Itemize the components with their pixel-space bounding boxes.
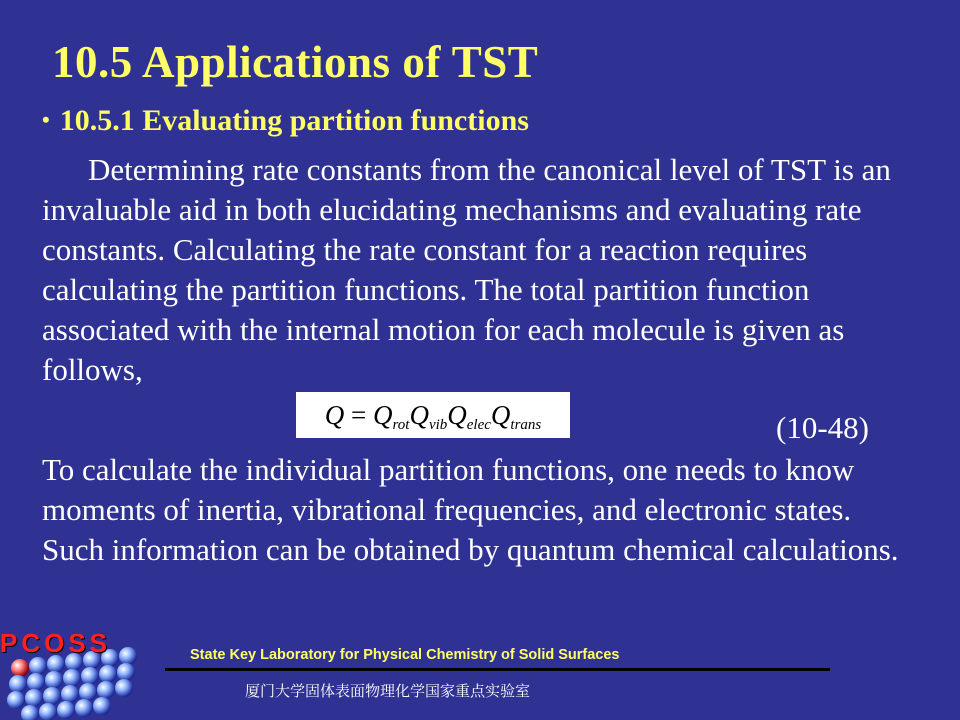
section-subheading bbox=[42, 104, 529, 138]
equation-lhs: Q bbox=[324, 400, 345, 430]
equation-equals: = bbox=[344, 400, 373, 430]
paragraph-1 bbox=[42, 150, 918, 390]
equation-number: (10-48) bbox=[776, 410, 869, 445]
paragraph-2: To calculate the individual partition functions, one needs to know moments of inertia, vibrational frequencies, and electronic states. Such information can be obtained by quantum chemical calculations. bbox=[42, 452, 899, 567]
footer-divider bbox=[165, 668, 830, 671]
equation-term: $Q_{elec}$ bbox=[447, 400, 491, 433]
lab-name-chinese: 厦门大学固体表面物理化学国家重点实验室 bbox=[245, 682, 531, 700]
equation-term: $Q_{trans}$ bbox=[490, 400, 542, 433]
lab-name-english: State Key Laboratory for Physical Chemistry of Solid Surfaces bbox=[190, 647, 620, 663]
equation-image bbox=[296, 392, 570, 438]
paragraph-1-text: Determining rate constants from the canonical level of TST is an invaluable aid in both elucidating mechanisms and evaluating rate constants. Calculating the rate constant for a reaction requires calculating the partition functions. The total partition function associated with the internal motion for each molecule is given as follows, bbox=[42, 152, 891, 387]
subheading-text: 10.5.1 Evaluating partition functions bbox=[59, 104, 529, 137]
slide-title: 10.5 Applications of TST bbox=[52, 37, 539, 87]
logo-text: PCOSS bbox=[0, 628, 112, 658]
equation-term: $Q_{rot}$ bbox=[372, 400, 410, 433]
bullet: • bbox=[42, 107, 50, 132]
equation-term: $Q_{vib}$ bbox=[409, 400, 448, 433]
